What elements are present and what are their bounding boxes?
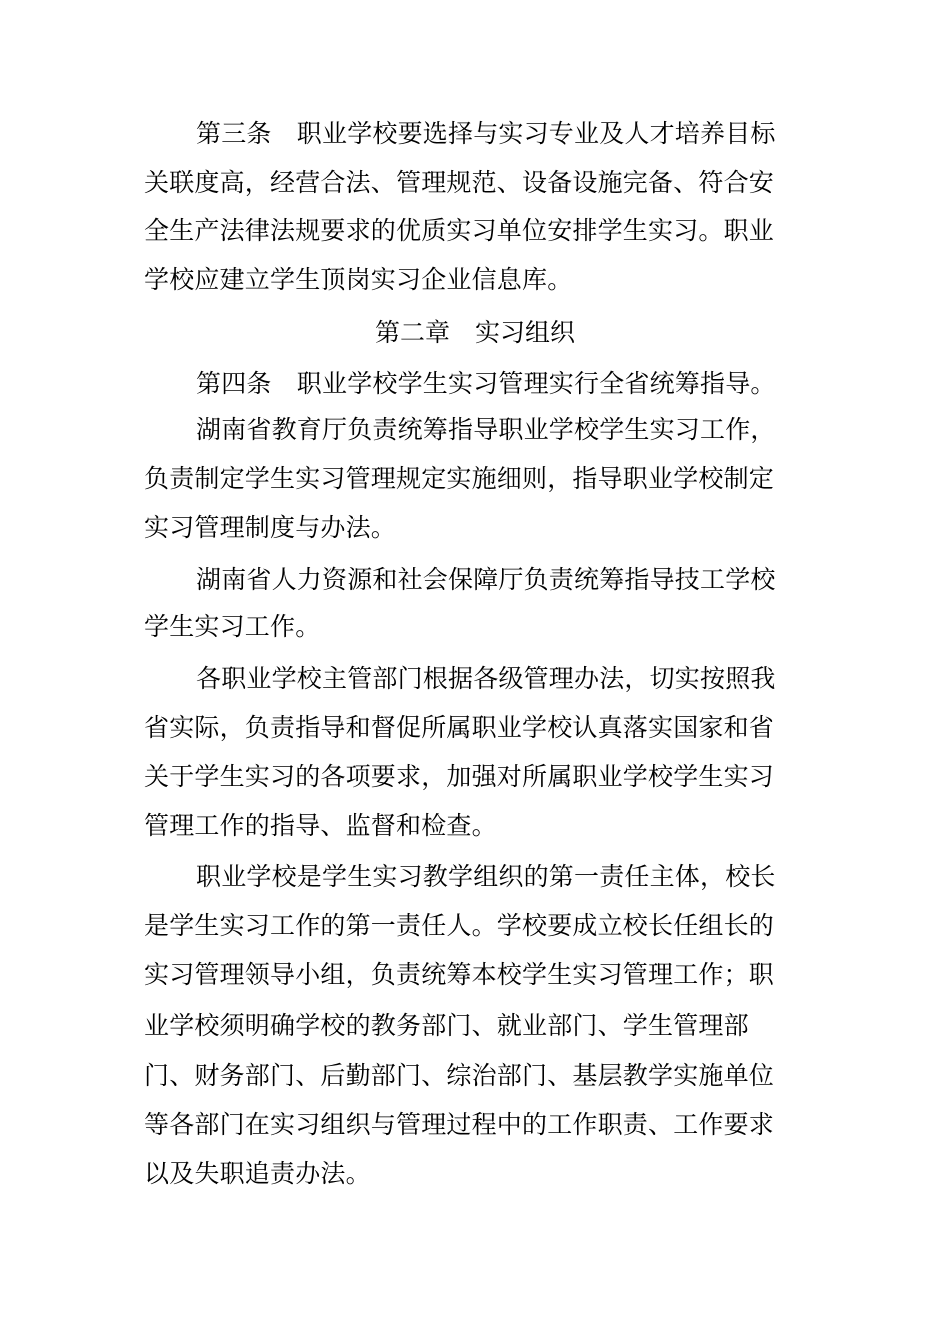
responsibility-line-6: 等各部门在实习组织与管理过程中的工作职责、工作要求: [144, 1110, 775, 1139]
article-4-line-1: 第四条 职业学校学生实习管理实行全省统筹指导。: [196, 369, 776, 398]
article-3-line-1: 第三条 职业学校要选择与实习专业及人才培养目标: [196, 119, 776, 148]
education-dept-line-2: 负责制定学生实习管理规定实施细则，指导职业学校制定: [144, 464, 775, 493]
responsibility-line-3: 实习管理领导小组，负责统筹本校学生实习管理工作；职: [144, 960, 775, 989]
hrss-dept-line-2: 学生实习工作。: [144, 612, 321, 641]
responsibility-line-5: 门、财务部门、后勤部门、综治部门、基层教学实施单位: [144, 1061, 775, 1090]
authority-line-2: 省实际，负责指导和督促所属职业学校认真落实国家和省: [144, 713, 775, 742]
hrss-dept-line-1: 湖南省人力资源和社会保障厅负责统筹指导技工学校: [196, 565, 776, 594]
responsibility-line-7: 以及失职追责办法。: [144, 1159, 371, 1188]
education-dept-line-3: 实习管理制度与办法。: [144, 513, 397, 542]
authority-line-1: 各职业学校主管部门根据各级管理办法，切实按照我: [196, 664, 776, 693]
education-dept-line-1: 湖南省教育厅负责统筹指导职业学校学生实习工作，: [196, 415, 776, 444]
article-3-line-4: 学校应建立学生顶岗实习企业信息库。: [144, 265, 573, 294]
responsibility-line-4: 业学校须明确学校的教务部门、就业部门、学生管理部: [144, 1011, 749, 1040]
article-3-line-2: 关联度高，经营合法、管理规范、设备设施完备、符合安: [144, 168, 775, 197]
chapter-2-heading: 第二章 实习组织: [374, 318, 575, 347]
responsibility-line-1: 职业学校是学生实习教学组织的第一责任主体，校长: [196, 862, 776, 891]
authority-line-3: 关于学生实习的各项要求，加强对所属职业学校学生实习: [144, 762, 775, 791]
authority-line-4: 管理工作的指导、监督和检查。: [144, 811, 497, 840]
article-3-line-3: 全生产法律法规要求的优质实习单位安排学生实习。职业: [144, 216, 775, 245]
responsibility-line-2: 是学生实习工作的第一责任人。学校要成立校长任组长的: [144, 911, 775, 940]
